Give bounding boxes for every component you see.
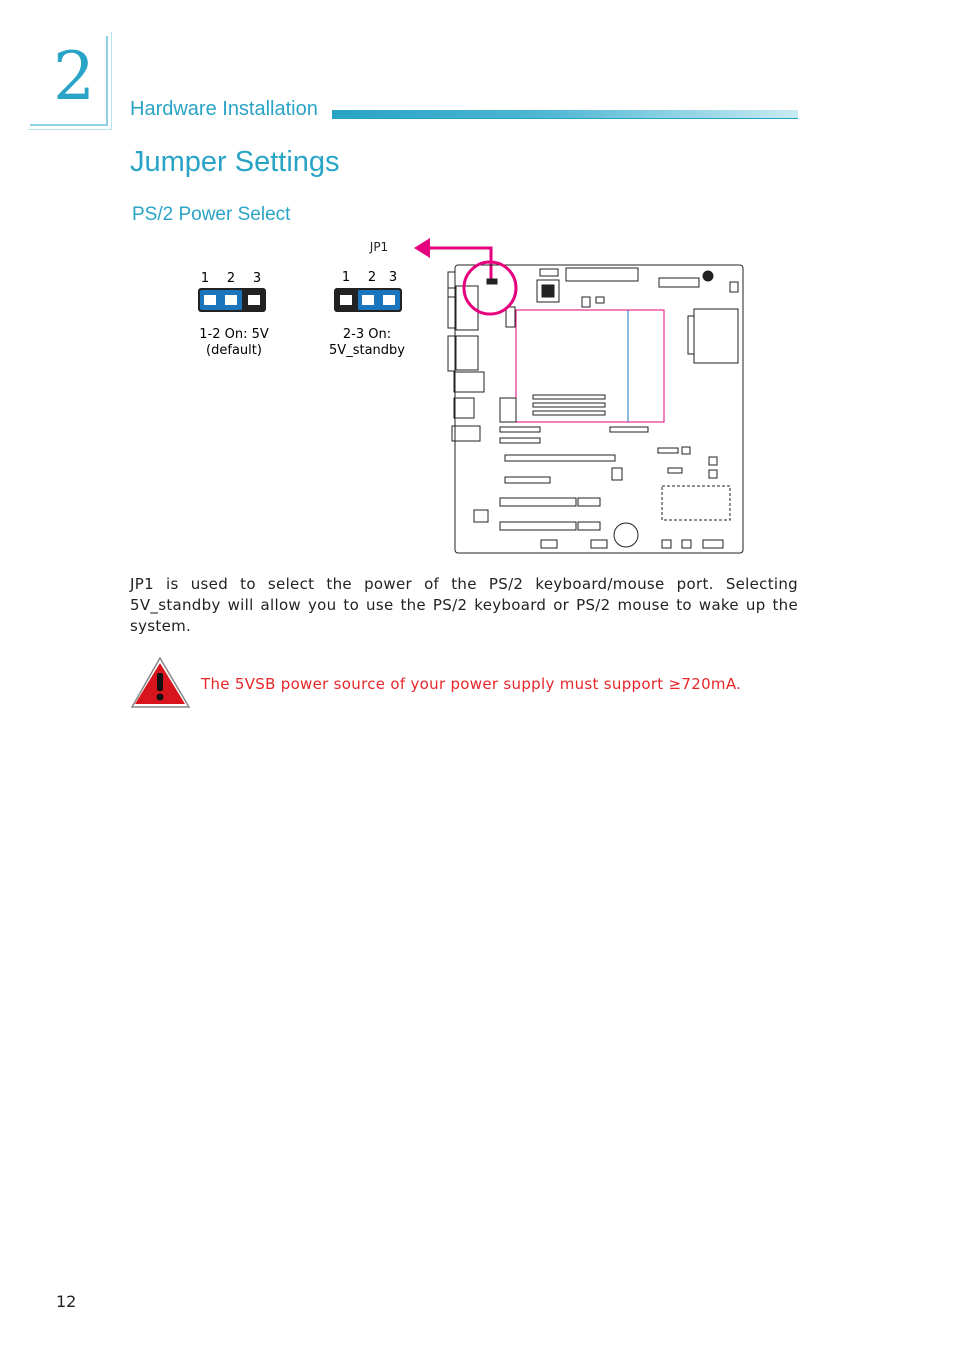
pin-number-label: 3 [388,270,398,285]
pin-number-label: 2 [367,270,377,285]
pin [204,295,216,305]
pointer-arrow [414,238,491,282]
option-caption: 2-3 On: [342,327,392,342]
pin [383,295,395,305]
pin [225,295,237,305]
option-caption: 1-2 On: 5V [199,327,269,342]
option-caption: 5V_standby [329,343,405,358]
jumper-option-2 [329,270,405,358]
pin-number-label: 1 [200,271,210,286]
motherboard-layout [448,265,743,553]
pin [248,295,260,305]
description-paragraph: JP1 is used to select the power of the PS/2 keyboard/mouse port. Selecting 5V_standby will allow you to use the PS/2 keyboard or PS/2 mouse to wake up the system. [130,575,798,635]
pin-number-label: 3 [252,271,262,286]
page-title: Jumper Settings [130,146,340,178]
warning-triangle-icon [131,656,191,710]
option-caption: (default) [206,343,262,358]
section-label: Hardware Installation [130,98,318,120]
jumper-option-1 [198,271,269,358]
pin-number-label: 2 [226,271,236,286]
chapter-number: 2 [53,38,95,115]
pin-number-label: 1 [341,270,351,285]
caution-text: The 5VSB power source of your power supply must support ≥720mA. [201,675,742,693]
jp1-label: JP1 [369,240,389,254]
pin [340,295,352,305]
jumper-diagram [0,0,954,560]
page-number: 12 [56,1292,77,1311]
pin [362,295,374,305]
subtitle: PS/2 Power Select [132,204,291,225]
